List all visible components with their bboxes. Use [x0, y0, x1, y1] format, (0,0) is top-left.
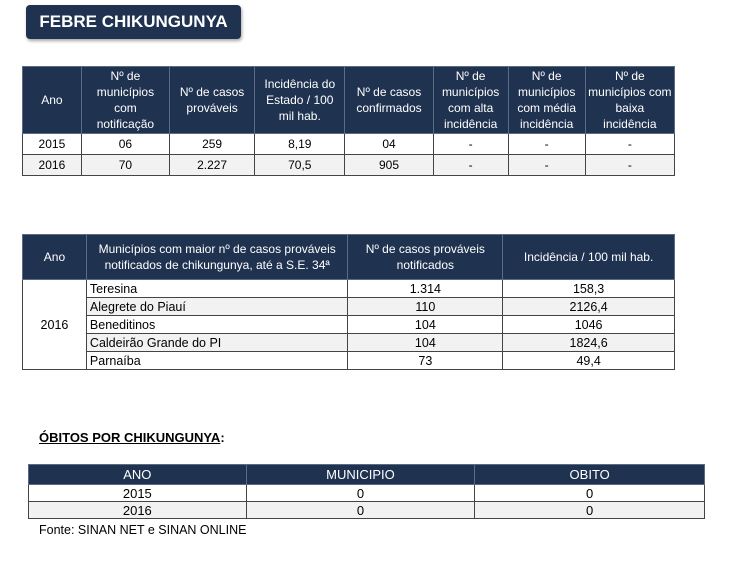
table-cell: 905	[345, 155, 433, 176]
col-header-obito: OBITO	[475, 465, 705, 485]
table-cell: 1.314	[348, 280, 503, 298]
municipio-cell: Teresina	[86, 280, 348, 298]
col-header-media-incidencia: Nº de municípios com média incidência	[508, 67, 585, 134]
table-row	[23, 134, 675, 155]
table-cell: 0	[246, 485, 475, 502]
table-cell: 49,4	[503, 352, 675, 370]
municipio-cell: Parnaíba	[86, 352, 348, 370]
table-cell: 2126,4	[503, 298, 675, 316]
table-cell: 0	[475, 502, 705, 519]
obitos-heading-text: ÓBITOS POR CHIKUNGUNYA	[39, 430, 221, 445]
table-cell: 04	[345, 134, 433, 155]
table-cell: -	[585, 155, 674, 176]
municipio-cell: Alegrete do Piauí	[86, 298, 348, 316]
table-cell: 8,19	[255, 134, 345, 155]
table-cell: 70	[81, 155, 169, 176]
table-row	[23, 298, 675, 316]
table-header-row	[23, 235, 675, 280]
table-cell: 0	[246, 502, 475, 519]
table-row	[29, 485, 705, 502]
summary-table	[22, 66, 675, 176]
source-note: Fonte: SINAN NET e SINAN ONLINE	[39, 523, 247, 537]
table-row	[23, 280, 675, 298]
table-row	[23, 352, 675, 370]
table-cell: 0	[475, 485, 705, 502]
col-header-incidencia-estado: Incidência do Estado / 100 mil hab.	[255, 67, 345, 134]
year-cell: 2016	[23, 280, 87, 370]
obitos-heading	[39, 430, 225, 445]
table-cell: -	[433, 134, 508, 155]
table-cell: -	[585, 134, 674, 155]
table-cell: -	[433, 155, 508, 176]
table-cell: 104	[348, 316, 503, 334]
table-header-row	[29, 465, 705, 485]
table-cell: 1824,6	[503, 334, 675, 352]
table-header-row	[23, 67, 675, 134]
col-header-municipios-notificacao: Nº de municípios com notificação	[81, 67, 169, 134]
top-municipios-table	[22, 234, 675, 370]
table-cell: 06	[81, 134, 169, 155]
table-cell: 2015	[29, 485, 247, 502]
col-header-incidencia: Incidência / 100 mil hab.	[503, 235, 675, 280]
obitos-table	[28, 464, 705, 519]
col-header-ano: ANO	[29, 465, 247, 485]
table-cell: 70,5	[255, 155, 345, 176]
col-header-casos-provaveis: Nº de casos prováveis notificados	[348, 235, 503, 280]
table-cell: 104	[348, 334, 503, 352]
table-row	[29, 502, 705, 519]
table-row	[23, 334, 675, 352]
table-cell: 2016	[29, 502, 247, 519]
table-cell: -	[508, 134, 585, 155]
page-title: FEBRE CHIKUNGUNYA	[26, 5, 241, 39]
table-cell: 2015	[23, 134, 82, 155]
col-header-baixa-incidencia: Nº de municípios com baixa incidência	[585, 67, 674, 134]
table-cell: 2.227	[170, 155, 255, 176]
table-cell: -	[508, 155, 585, 176]
municipio-cell: Beneditinos	[86, 316, 348, 334]
col-header-ano: Ano	[23, 235, 87, 280]
col-header-alta-incidencia: Nº de municípios com alta incidência	[433, 67, 508, 134]
col-header-casos-confirmados: Nº de casos confirmados	[345, 67, 433, 134]
col-header-municipios: Municípios com maior nº de casos prováveis notificados de chikungunya, até a S.E. 34ª	[86, 235, 348, 280]
table-row	[23, 155, 675, 176]
col-header-casos-provaveis: Nº de casos prováveis	[170, 67, 255, 134]
table-cell: 259	[170, 134, 255, 155]
obitos-heading-colon: :	[220, 430, 225, 445]
table-cell: 1046	[503, 316, 675, 334]
table-cell: 158,3	[503, 280, 675, 298]
municipio-cell: Caldeirão Grande do PI	[86, 334, 348, 352]
table-cell: 110	[348, 298, 503, 316]
table-cell: 2016	[23, 155, 82, 176]
table-cell: 73	[348, 352, 503, 370]
col-header-ano: Ano	[23, 67, 82, 134]
table-row	[23, 316, 675, 334]
col-header-municipio: MUNICIPIO	[246, 465, 475, 485]
